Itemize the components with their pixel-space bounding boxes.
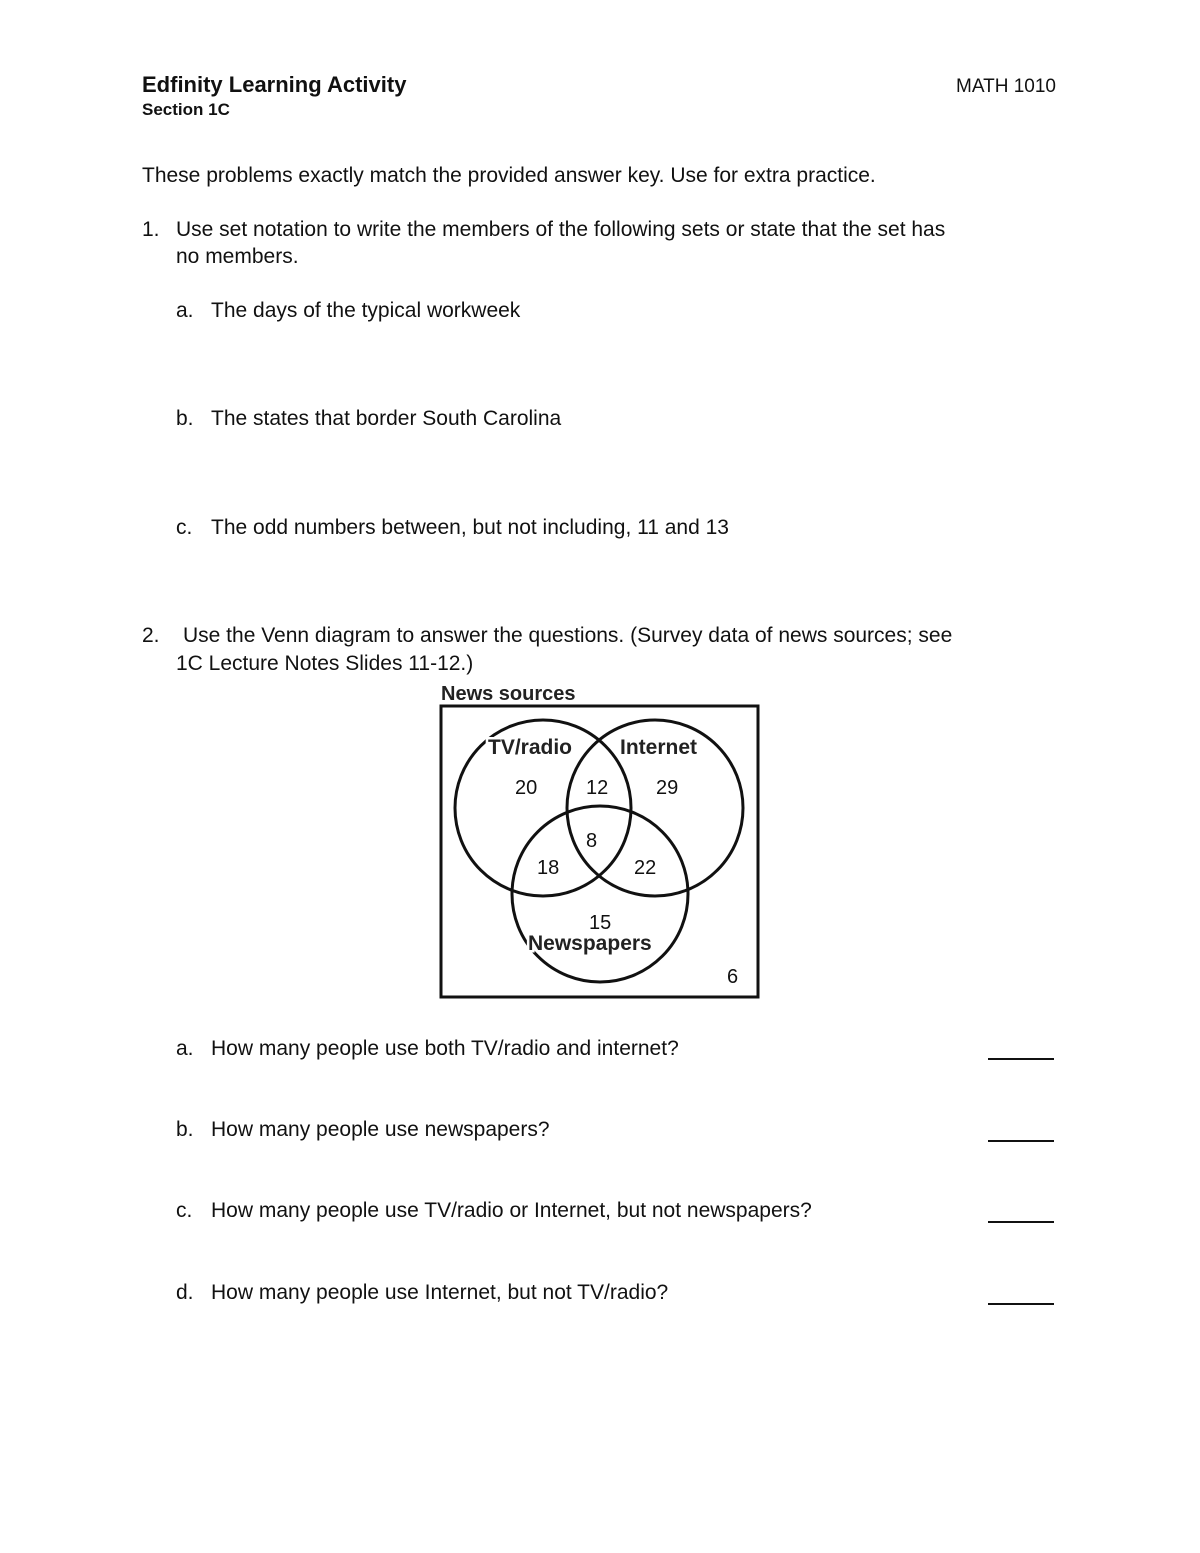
answer-blank-2b[interactable]	[988, 1140, 1054, 1142]
region-tv-internet: 12	[586, 777, 609, 799]
problem-1-number: 1.	[142, 218, 160, 241]
question-2c-text: How many people use TV/radio or Internet, but not newspapers?	[211, 1199, 812, 1222]
question-2c-letter: c.	[176, 1199, 193, 1222]
venn-title: News sources	[441, 683, 576, 705]
question-2a-letter: a.	[176, 1037, 194, 1060]
problem-2-text-line2: 1C Lecture Notes Slides 11-12.)	[176, 652, 474, 675]
problem-1c-text: The odd numbers between, but not including, 11 and 13	[211, 516, 729, 539]
problem-1a-letter: a.	[176, 299, 194, 322]
activity-title: Edfinity Learning Activity	[142, 72, 407, 97]
region-outside: 6	[727, 966, 739, 988]
question-2d-letter: d.	[176, 1281, 194, 1304]
problem-1b-text: The states that border South Carolina	[211, 407, 562, 430]
problem-1c-letter: c.	[176, 516, 193, 539]
section-label: Section 1C	[142, 100, 230, 119]
answer-blank-2a[interactable]	[988, 1058, 1054, 1060]
question-2a-text: How many people use both TV/radio and internet?	[211, 1037, 679, 1060]
problem-1b-letter: b.	[176, 407, 194, 430]
intro-text: These problems exactly match the provided answer key. Use for extra practice.	[142, 164, 876, 187]
region-tv-only: 20	[515, 777, 538, 799]
newspapers-circle	[512, 806, 688, 982]
region-all-three: 8	[586, 830, 598, 852]
course-code: MATH 1010	[956, 76, 1056, 97]
region-tv-newspapers: 18	[537, 857, 560, 879]
region-newspapers-only: 15	[589, 912, 612, 934]
venn-diagram	[428, 676, 768, 1006]
answer-blank-2d[interactable]	[988, 1303, 1054, 1305]
question-2d-text: How many people use Internet, but not TV/radio?	[211, 1281, 669, 1304]
problem-1a-text: The days of the typical workweek	[211, 299, 521, 322]
problem-2-text-line1: Use the Venn diagram to answer the questions. (Survey data of news sources; see	[183, 624, 953, 647]
tv-radio-label: TV/radio	[488, 736, 573, 759]
problem-1-text-line1: Use set notation to write the members of the following sets or state that the set has	[176, 218, 946, 241]
answer-blank-2c[interactable]	[988, 1221, 1054, 1223]
region-internet-only: 29	[656, 777, 679, 799]
internet-label: Internet	[620, 736, 698, 759]
region-internet-newspapers: 22	[634, 857, 657, 879]
problem-1-text-line2: no members.	[176, 245, 299, 268]
problem-2-number: 2.	[142, 624, 160, 647]
newspapers-label: Newspapers	[528, 932, 652, 955]
question-2b-letter: b.	[176, 1118, 194, 1141]
question-2b-text: How many people use newspapers?	[211, 1118, 550, 1141]
